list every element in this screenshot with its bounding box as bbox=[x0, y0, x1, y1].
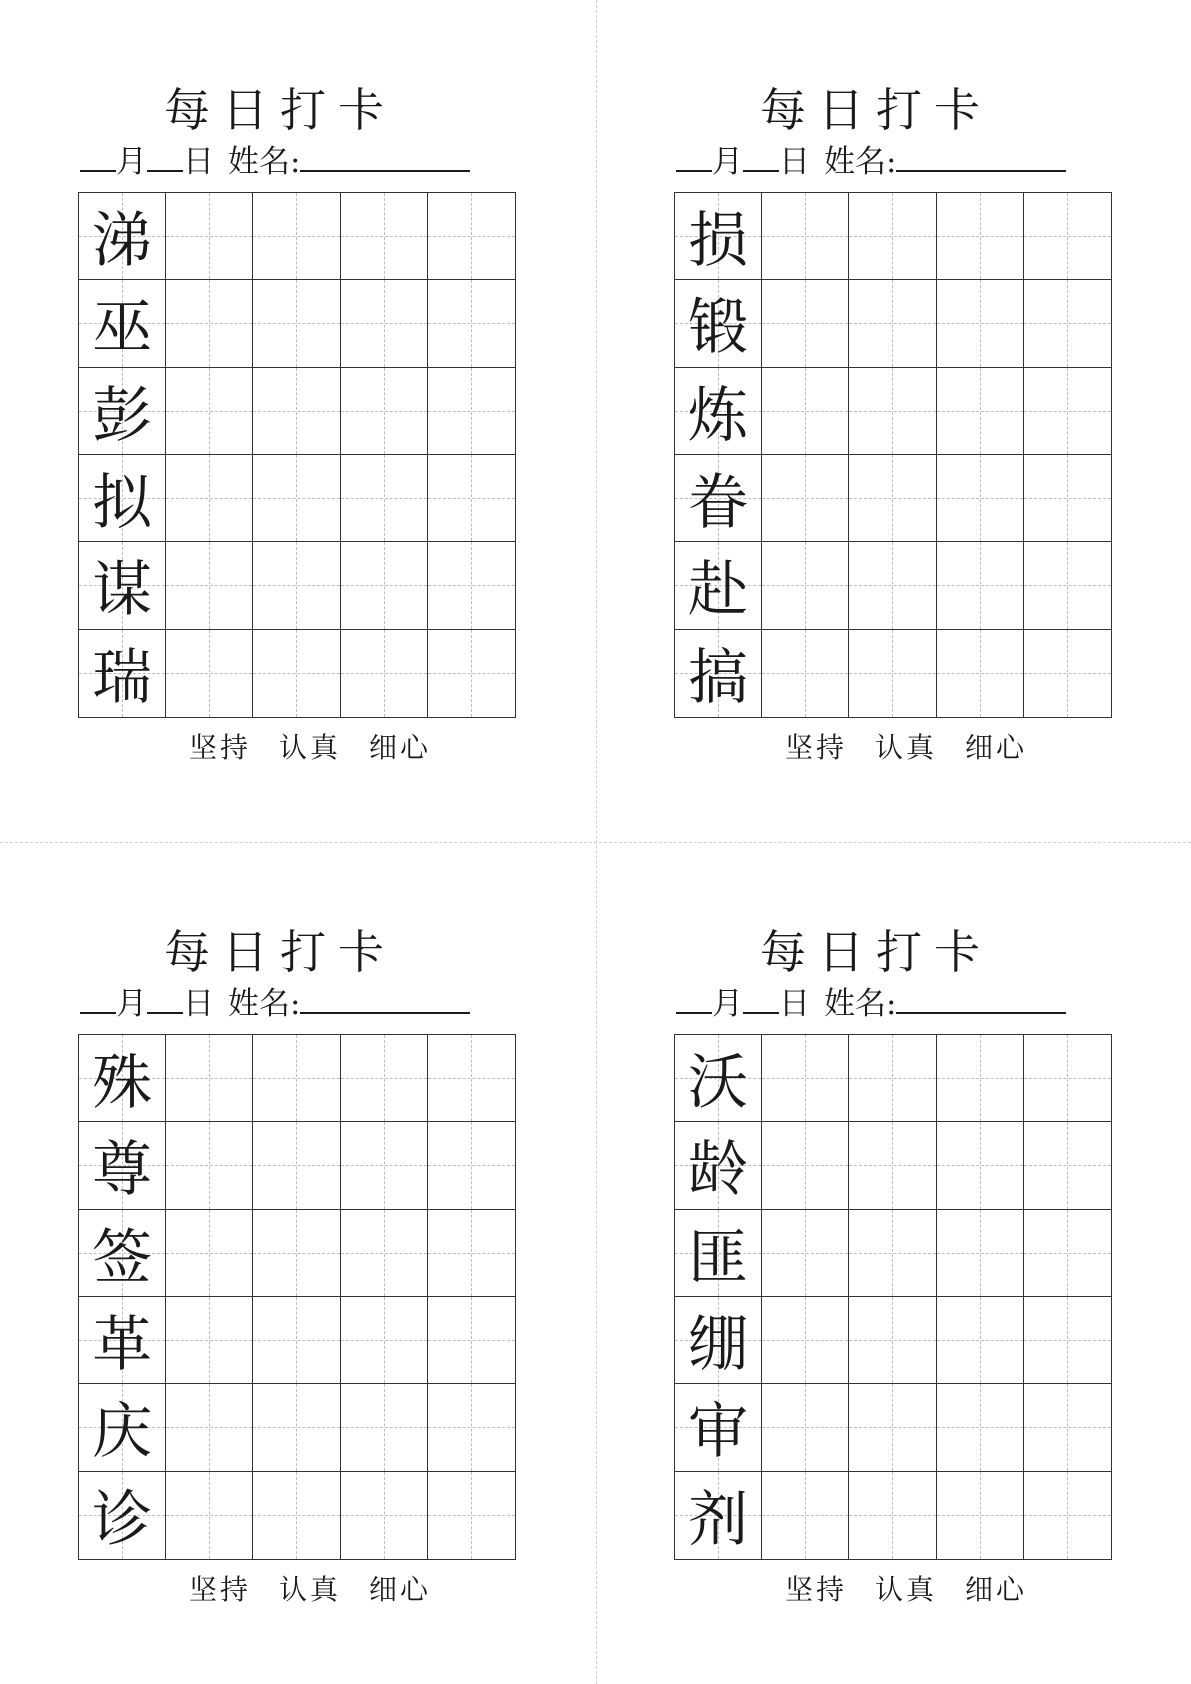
practice-cell[interactable] bbox=[166, 542, 253, 629]
day-blank[interactable] bbox=[743, 982, 779, 1014]
practice-cell[interactable] bbox=[762, 193, 849, 280]
model-character-cell bbox=[79, 630, 166, 717]
practice-cell[interactable] bbox=[849, 280, 936, 367]
practice-cell[interactable] bbox=[341, 280, 428, 367]
practice-cell[interactable] bbox=[937, 368, 1024, 455]
day-blank[interactable] bbox=[743, 140, 779, 172]
practice-cell[interactable] bbox=[428, 1472, 515, 1559]
name-label: 姓名: bbox=[228, 144, 301, 180]
practice-cell[interactable] bbox=[849, 1035, 936, 1122]
model-character-cell bbox=[79, 542, 166, 629]
practice-cell[interactable] bbox=[428, 630, 515, 717]
motto-word: 细心 bbox=[369, 731, 432, 764]
model-character-cell bbox=[675, 368, 762, 455]
practice-cell[interactable] bbox=[341, 1122, 428, 1209]
practice-cell[interactable] bbox=[1024, 1122, 1111, 1209]
practice-cell[interactable] bbox=[1024, 630, 1111, 717]
practice-cell[interactable] bbox=[762, 1297, 849, 1384]
name-label: 姓名: bbox=[228, 986, 301, 1022]
practice-cell[interactable] bbox=[1024, 280, 1111, 367]
practice-cell[interactable] bbox=[849, 1210, 936, 1297]
month-blank[interactable] bbox=[80, 140, 116, 172]
practice-cell[interactable] bbox=[1024, 455, 1111, 542]
motto-line bbox=[656, 730, 1156, 766]
practice-cell[interactable] bbox=[341, 1297, 428, 1384]
model-character: 革 bbox=[92, 1310, 153, 1381]
practice-cell[interactable] bbox=[253, 455, 340, 542]
practice-grid bbox=[674, 192, 1112, 718]
practice-cell[interactable] bbox=[762, 1035, 849, 1122]
model-character-cell bbox=[79, 193, 166, 280]
practice-cell[interactable] bbox=[937, 455, 1024, 542]
practice-cell[interactable] bbox=[1024, 368, 1111, 455]
practice-cell[interactable] bbox=[428, 1297, 515, 1384]
day-blank[interactable] bbox=[147, 140, 183, 172]
day-label: 日 bbox=[779, 144, 810, 180]
model-character: 赴 bbox=[688, 555, 749, 626]
model-character: 炼 bbox=[688, 380, 749, 451]
model-character-cell bbox=[675, 1472, 762, 1559]
model-character-cell bbox=[79, 368, 166, 455]
date-name-line bbox=[676, 982, 1096, 1022]
practice-cell[interactable] bbox=[166, 1472, 253, 1559]
name-label: 姓名: bbox=[824, 986, 897, 1022]
model-character: 谋 bbox=[92, 555, 153, 626]
practice-cell[interactable] bbox=[762, 1472, 849, 1559]
motto-word: 认真 bbox=[278, 1573, 341, 1606]
model-character: 剂 bbox=[688, 1485, 749, 1556]
practice-cell[interactable] bbox=[341, 1035, 428, 1122]
date-name-line bbox=[80, 140, 500, 180]
model-character: 庆 bbox=[92, 1397, 153, 1468]
practice-cell[interactable] bbox=[849, 630, 936, 717]
motto-line bbox=[60, 1572, 560, 1608]
practice-cell[interactable] bbox=[1024, 542, 1111, 629]
practice-cell[interactable] bbox=[341, 1384, 428, 1471]
practice-cell[interactable] bbox=[937, 1122, 1024, 1209]
practice-cell[interactable] bbox=[166, 280, 253, 367]
name-blank[interactable] bbox=[300, 140, 470, 172]
date-name-line bbox=[676, 140, 1096, 180]
motto-word: 坚持 bbox=[784, 1573, 847, 1606]
month-blank[interactable] bbox=[676, 140, 712, 172]
practice-cell[interactable] bbox=[762, 455, 849, 542]
model-character-cell bbox=[675, 1210, 762, 1297]
practice-cell[interactable] bbox=[762, 280, 849, 367]
practice-cell[interactable] bbox=[341, 1472, 428, 1559]
practice-cell[interactable] bbox=[849, 455, 936, 542]
motto-word: 认真 bbox=[874, 731, 937, 764]
practice-cell[interactable] bbox=[849, 1384, 936, 1471]
month-blank[interactable] bbox=[80, 982, 116, 1014]
day-label: 日 bbox=[183, 986, 214, 1022]
practice-cell[interactable] bbox=[428, 280, 515, 367]
practice-cell[interactable] bbox=[937, 193, 1024, 280]
month-label: 月 bbox=[712, 986, 743, 1022]
card-title: 每日打卡 bbox=[760, 83, 992, 137]
practice-cell[interactable] bbox=[849, 193, 936, 280]
model-character: 审 bbox=[688, 1397, 749, 1468]
practice-cell[interactable] bbox=[166, 630, 253, 717]
day-label: 日 bbox=[779, 986, 810, 1022]
date-name-line bbox=[80, 982, 500, 1022]
practice-cell[interactable] bbox=[1024, 1472, 1111, 1559]
card-title: 每日打卡 bbox=[164, 83, 396, 137]
motto-word: 认真 bbox=[874, 1573, 937, 1606]
practice-cell[interactable] bbox=[1024, 1035, 1111, 1122]
practice-cell[interactable] bbox=[166, 1384, 253, 1471]
practice-cell[interactable] bbox=[428, 193, 515, 280]
practice-cell[interactable] bbox=[937, 630, 1024, 717]
practice-cell[interactable] bbox=[762, 1384, 849, 1471]
model-character-cell bbox=[79, 1384, 166, 1471]
model-character: 诊 bbox=[92, 1485, 153, 1556]
motto-line bbox=[656, 1572, 1156, 1608]
day-label: 日 bbox=[183, 144, 214, 180]
model-character-cell bbox=[79, 1122, 166, 1209]
model-character-cell bbox=[79, 1035, 166, 1122]
practice-cell[interactable] bbox=[428, 542, 515, 629]
practice-cell[interactable] bbox=[762, 542, 849, 629]
practice-cell[interactable] bbox=[253, 280, 340, 367]
practice-cell[interactable] bbox=[849, 1297, 936, 1384]
model-character: 眷 bbox=[688, 468, 749, 539]
model-character-cell bbox=[675, 1297, 762, 1384]
practice-card-bottom-right bbox=[656, 842, 1096, 1606]
model-character-cell bbox=[675, 630, 762, 717]
motto-word: 细心 bbox=[965, 731, 1028, 764]
practice-cell[interactable] bbox=[849, 368, 936, 455]
name-blank[interactable] bbox=[896, 140, 1066, 172]
practice-cell[interactable] bbox=[253, 1210, 340, 1297]
motto-word: 认真 bbox=[278, 731, 341, 764]
practice-cell[interactable] bbox=[1024, 1210, 1111, 1297]
motto-word: 坚持 bbox=[188, 731, 251, 764]
practice-cell[interactable] bbox=[253, 193, 340, 280]
practice-cell[interactable] bbox=[937, 1297, 1024, 1384]
model-character: 沃 bbox=[688, 1048, 749, 1119]
practice-cell[interactable] bbox=[1024, 193, 1111, 280]
practice-cell[interactable] bbox=[937, 1472, 1024, 1559]
practice-cell[interactable] bbox=[253, 1122, 340, 1209]
month-blank[interactable] bbox=[676, 982, 712, 1014]
motto-line bbox=[60, 730, 560, 766]
practice-card-top-right bbox=[656, 0, 1096, 764]
practice-cell[interactable] bbox=[341, 193, 428, 280]
practice-cell[interactable] bbox=[341, 542, 428, 629]
motto-word: 坚持 bbox=[784, 731, 847, 764]
practice-cell[interactable] bbox=[428, 368, 515, 455]
practice-grid bbox=[78, 1034, 516, 1560]
practice-cell[interactable] bbox=[1024, 1384, 1111, 1471]
practice-cell[interactable] bbox=[428, 1035, 515, 1122]
practice-cell[interactable] bbox=[253, 1384, 340, 1471]
month-label: 月 bbox=[116, 986, 147, 1022]
practice-cell[interactable] bbox=[937, 1210, 1024, 1297]
practice-cell[interactable] bbox=[762, 1122, 849, 1209]
practice-cell[interactable] bbox=[849, 542, 936, 629]
practice-cell[interactable] bbox=[762, 1210, 849, 1297]
month-label: 月 bbox=[116, 144, 147, 180]
practice-grid bbox=[674, 1034, 1112, 1560]
practice-cell[interactable] bbox=[253, 542, 340, 629]
practice-cell[interactable] bbox=[166, 1297, 253, 1384]
model-character-cell bbox=[675, 1384, 762, 1471]
practice-cell[interactable] bbox=[428, 1210, 515, 1297]
practice-cell[interactable] bbox=[166, 455, 253, 542]
model-character: 彭 bbox=[92, 380, 153, 451]
model-character-cell bbox=[79, 455, 166, 542]
card-title: 每日打卡 bbox=[164, 925, 396, 979]
practice-cell[interactable] bbox=[341, 455, 428, 542]
name-label: 姓名: bbox=[824, 144, 897, 180]
practice-cell[interactable] bbox=[253, 1297, 340, 1384]
model-character-cell bbox=[79, 280, 166, 367]
model-character: 损 bbox=[688, 206, 749, 277]
model-character: 签 bbox=[92, 1222, 153, 1293]
practice-grid bbox=[78, 192, 516, 718]
practice-cell[interactable] bbox=[762, 630, 849, 717]
practice-cell[interactable] bbox=[253, 630, 340, 717]
model-character-cell bbox=[79, 1472, 166, 1559]
practice-cell[interactable] bbox=[166, 1035, 253, 1122]
practice-cell[interactable] bbox=[341, 630, 428, 717]
practice-cell[interactable] bbox=[849, 1472, 936, 1559]
practice-cell[interactable] bbox=[428, 1122, 515, 1209]
model-character-cell bbox=[675, 193, 762, 280]
practice-cell[interactable] bbox=[849, 1122, 936, 1209]
practice-cell[interactable] bbox=[762, 368, 849, 455]
name-blank[interactable] bbox=[300, 982, 470, 1014]
motto-word: 坚持 bbox=[188, 1573, 251, 1606]
practice-cell[interactable] bbox=[166, 1122, 253, 1209]
model-character: 巫 bbox=[92, 293, 153, 364]
model-character: 拟 bbox=[92, 468, 153, 539]
practice-cell[interactable] bbox=[341, 368, 428, 455]
practice-card-bottom-left bbox=[60, 842, 500, 1606]
practice-cell[interactable] bbox=[937, 280, 1024, 367]
practice-cell[interactable] bbox=[428, 455, 515, 542]
name-blank[interactable] bbox=[896, 982, 1066, 1014]
month-label: 月 bbox=[712, 144, 743, 180]
model-character-cell bbox=[79, 1297, 166, 1384]
card-title: 每日打卡 bbox=[760, 925, 992, 979]
model-character: 尊 bbox=[92, 1135, 153, 1206]
motto-word: 细心 bbox=[369, 1573, 432, 1606]
practice-cell[interactable] bbox=[166, 193, 253, 280]
model-character: 搞 bbox=[688, 643, 749, 714]
practice-cell[interactable] bbox=[937, 542, 1024, 629]
model-character: 绷 bbox=[688, 1310, 749, 1381]
model-character-cell bbox=[675, 455, 762, 542]
practice-cell[interactable] bbox=[253, 1472, 340, 1559]
practice-cell[interactable] bbox=[341, 1210, 428, 1297]
model-character-cell bbox=[675, 1035, 762, 1122]
model-character: 瑞 bbox=[92, 643, 153, 714]
practice-cell[interactable] bbox=[1024, 1297, 1111, 1384]
practice-cell[interactable] bbox=[253, 1035, 340, 1122]
model-character: 锻 bbox=[688, 293, 749, 364]
practice-cell[interactable] bbox=[166, 1210, 253, 1297]
practice-cell[interactable] bbox=[166, 368, 253, 455]
model-character-cell bbox=[675, 280, 762, 367]
model-character: 龄 bbox=[688, 1135, 749, 1206]
practice-cell[interactable] bbox=[937, 1035, 1024, 1122]
day-blank[interactable] bbox=[147, 982, 183, 1014]
practice-cell[interactable] bbox=[253, 368, 340, 455]
model-character-cell bbox=[79, 1210, 166, 1297]
model-character: 殊 bbox=[92, 1048, 153, 1119]
model-character-cell bbox=[675, 1122, 762, 1209]
practice-cell[interactable] bbox=[937, 1384, 1024, 1471]
motto-word: 细心 bbox=[965, 1573, 1028, 1606]
model-character-cell bbox=[675, 542, 762, 629]
model-character: 涕 bbox=[92, 206, 153, 277]
practice-card-top-left bbox=[60, 0, 500, 764]
practice-cell[interactable] bbox=[428, 1384, 515, 1471]
model-character: 匪 bbox=[688, 1222, 749, 1293]
